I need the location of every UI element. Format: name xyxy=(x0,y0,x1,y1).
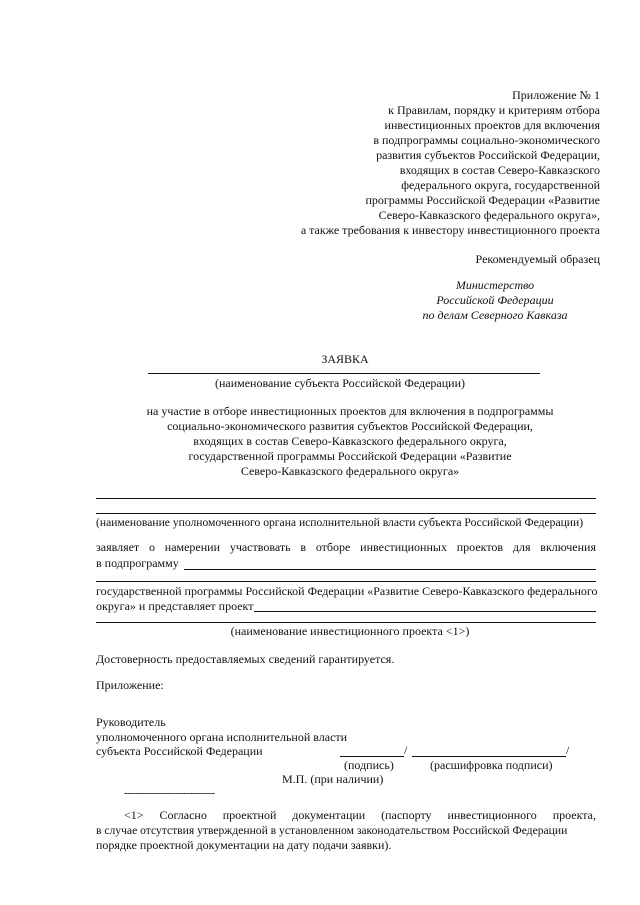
head-line: уполномоченного органа исполнительной власти xyxy=(96,730,348,744)
head-line: Руководитель xyxy=(96,715,166,729)
project-field-line-2 xyxy=(96,622,596,623)
appendix-line: развития субъектов Российской Федерации, xyxy=(376,148,600,162)
appendix-line: входящих в состав Северо-Кавказского xyxy=(399,163,600,177)
footnote-separator: -------------------------------- xyxy=(124,788,215,799)
program-line: государственной программы Российской Федерации «Развитие Северо-Кавказского федерального xyxy=(96,584,598,598)
subject-caption: (наименование субъекта Российской Федерации) xyxy=(214,376,466,390)
authority-field-line xyxy=(96,513,596,514)
authority-field-line xyxy=(96,498,596,499)
purpose-line: на участие в отборе инвестиционных проектов для включения в подпрограммы xyxy=(146,404,554,418)
footnote-line: <1> Согласно проектной документации (паспорту инвестиционного проекта, xyxy=(124,808,596,822)
head-line: субъекта Российской Федерации xyxy=(96,744,263,758)
ministry-line: по делам Северного Кавказа xyxy=(422,308,568,322)
appendix-number: Приложение № 1 xyxy=(512,88,600,102)
decode-caption: (расшифровка подписи) xyxy=(430,758,553,772)
subject-field-line xyxy=(148,373,540,374)
appendix-line: к Правилам, порядку и критериям отбора xyxy=(388,103,600,117)
appendix-line: инвестиционных проектов для включения xyxy=(384,118,600,132)
stamp-label: М.П. (при наличии) xyxy=(282,772,384,786)
project-caption: (наименование инвестиционного проекта <1>) xyxy=(230,624,470,638)
slash: / xyxy=(566,743,570,757)
ministry-block xyxy=(395,278,595,323)
project-field-line xyxy=(254,611,596,612)
appendix-line: программы Российской Федерации «Развитие xyxy=(365,193,600,207)
subprogram-field-line xyxy=(184,569,596,570)
appendix-line: Северо-Кавказского федерального округа», xyxy=(378,208,600,222)
declares-line-short: в подпрограмму xyxy=(96,556,179,570)
program-line-short: округа» и представляет проект xyxy=(96,599,254,613)
ministry-line: Российской Федерации xyxy=(436,293,554,307)
slash: / xyxy=(404,743,408,757)
purpose-line: входящих в состав Северо-Кавказского федерального округа, xyxy=(193,434,507,448)
declares-line: заявляет о намерении участвовать в отборе инвестиционных проектов для включения xyxy=(96,540,596,554)
signature-field-line xyxy=(340,756,404,757)
decode-field-line xyxy=(412,756,566,757)
purpose-line: социально-экономического развития субъектов Российской Федерации, xyxy=(167,419,533,433)
appendix-line: а также требования к инвестору инвестиционного проекта xyxy=(300,223,600,237)
purpose-block xyxy=(100,404,600,479)
appendix-line: в подпрограммы социально-экономического xyxy=(373,133,600,147)
appendix-header xyxy=(301,88,600,238)
authority-caption: (наименование уполномоченного органа исполнительной власти субъекта Российской Федерации) xyxy=(96,516,584,529)
footnote-line: в случае отсутствия утвержденной в установленном законодательством Российской Федерации xyxy=(96,824,568,837)
footnote-line: порядке проектной документации на дату подачи заявки). xyxy=(96,838,392,852)
attachment-label: Приложение: xyxy=(96,678,164,692)
appendix-line: федерального округа, государственной xyxy=(401,178,600,192)
purpose-line: государственной программы Российской Федерации «Развитие xyxy=(188,449,512,463)
ministry-line: Министерство xyxy=(455,278,535,292)
purpose-line: Северо-Кавказского федерального округа» xyxy=(240,464,460,478)
signature-caption: (подпись) xyxy=(344,758,394,772)
subprogram-field-line-2 xyxy=(96,581,596,582)
sample-label: Рекомендуемый образец xyxy=(475,252,600,266)
document-title: ЗАЯВКА xyxy=(321,352,369,366)
guarantee-text: Достоверность предоставляемых сведений гарантируется. xyxy=(96,652,395,666)
